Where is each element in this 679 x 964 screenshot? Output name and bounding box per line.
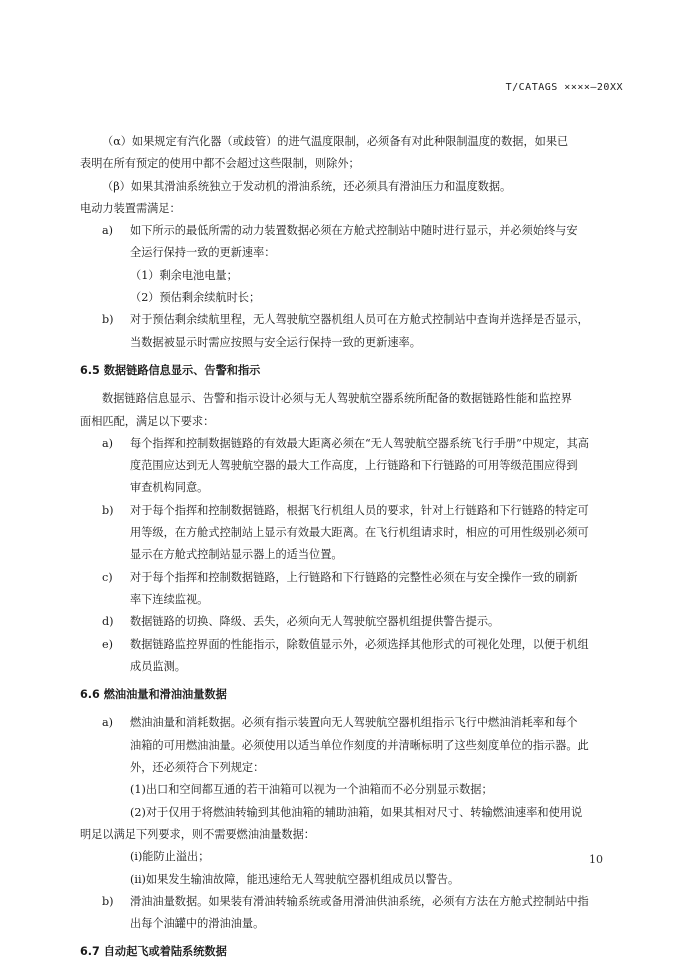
sub-item: (2)对于仅用于将燃油转输到其他油箱的辅助油箱，如果其相对尺寸、转输燃油速率和使用说 — [130, 805, 583, 819]
list-text: 用等级，在方舱式控制站上显示有效最大距离。在飞行机组请求时，相应的可用性级别必须可 — [130, 526, 589, 540]
paragraph: 数据链路信息显示、告警和指示设计必须与无人驾驶航空器系统所配备的数据链路性能和监控界 — [102, 392, 572, 406]
list-marker: b) — [102, 313, 114, 327]
page-body — [80, 131, 616, 964]
list-text: 成员监测。 — [130, 659, 186, 673]
list-marker: d) — [102, 615, 114, 629]
section-heading-6-6: 6.6 燃油油量和滑油油量数据 — [80, 688, 227, 702]
list-item — [80, 712, 616, 779]
list-item — [80, 567, 616, 612]
sub-item: (ii)如果发生输油故障，能迅速给无人驾驶航空器机组成员以警告。 — [130, 872, 460, 886]
paragraph: 电动力装置需满足： — [80, 201, 181, 215]
list-item — [80, 891, 616, 936]
paragraph: （α）如果规定有汽化器（或歧管）的进气温度限制，必须备有对此种限制温度的数据，如果已 — [102, 135, 569, 148]
sub-item: (i)能防止溢出； — [130, 850, 210, 864]
list-text: 审查机构同意。 — [130, 481, 209, 495]
list-text: 数据链路监控界面的性能指示，除数值显示外，必须选择其他形式的可视化处理，以便于机组 — [130, 637, 589, 651]
list-text: 全运行保持一致的更新速率： — [130, 246, 276, 260]
page-number: 10 — [589, 853, 603, 866]
list-text: 率下连续监视。 — [130, 592, 209, 606]
paragraph: 面相匹配，满足以下要求： — [80, 414, 215, 428]
list-item — [80, 220, 616, 265]
list-text: 滑油油量数据。如果装有滑油转输系统或备用滑油供油系统，必须有方法在方舱式控制站中指 — [130, 894, 589, 908]
list-item — [80, 634, 616, 679]
list-item — [80, 500, 616, 567]
list-text: 显示在方舱式控制站显示器上的适当位置。 — [130, 548, 343, 562]
list-marker: b) — [102, 503, 114, 517]
sub-item: 明足以满足下列要求，则不需要燃油油量数据： — [80, 827, 315, 841]
list-text: 油箱的可用燃油油量。必须使用以适当单位作刻度的并清晰标明了这些刻度单位的指示器。此 — [130, 738, 589, 752]
section-heading-6-5: 6.5 数据链路信息显示、告警和指示 — [80, 363, 261, 377]
paragraph: （β）如果其滑油系统独立于发动机的滑油系统，还必须具有滑油压力和温度数据。 — [102, 179, 512, 193]
sub-item: (1)出口和空间都互通的若干油箱可以视为一个油箱而不必分别显示数据； — [130, 783, 493, 797]
document-code-header: T/CATAGS ××××—20XX — [505, 82, 623, 93]
list-text: 出每个油罐中的滑油油量。 — [130, 917, 265, 931]
sub-item: （2）预估剩余续航时长； — [130, 291, 261, 305]
list-text: 对于每个指挥和控制数据链路，上行链路和下行链路的完整性必须在与安全操作一致的刷新 — [130, 570, 578, 584]
list-item — [80, 309, 616, 354]
list-text: 如下所示的最低所需的动力装置数据必须在方舱式控制站中随时进行显示，并必须始终与安 — [130, 224, 578, 238]
list-text: 度范围应达到无人驾驶航空器的最大工作高度，上行链路和下行链路的可用等级范围应得到 — [130, 459, 578, 473]
list-text: 对于预估剩余续航里程，无人驾驶航空器机组人员可在方舱式控制站中查询并选择是否显示， — [130, 313, 589, 327]
paragraph: 表明在所有预定的使用中都不会超过这些限制，则除外； — [80, 157, 360, 171]
list-text: 燃油油量和消耗数据。必须有指示装置向无人驾驶航空器机组指示飞行中燃油消耗率和每个 — [130, 716, 578, 730]
list-text: 每个指挥和控制数据链路的有效最大距离必须在“无人驾驶航空器系统飞行手册”中规定，其高 — [130, 436, 589, 450]
list-text: 对于每个指挥和控制数据链路，根据飞行机组人员的要求，针对上行链路和下行链路的特定可 — [130, 503, 589, 517]
list-marker: a) — [102, 716, 114, 730]
list-marker: c) — [102, 570, 113, 584]
list-item — [80, 433, 616, 500]
list-text: 当数据被显示时需应按照与安全运行保持一致的更新速率。 — [130, 335, 421, 349]
section-heading-6-7: 6.7 自动起飞或着陆系统数据 — [80, 945, 227, 959]
list-item — [80, 611, 616, 633]
list-text: 数据链路的切换、降级、丢失，必须向无人驾驶航空器机组提供警告提示。 — [130, 615, 500, 629]
list-marker: a) — [102, 224, 114, 238]
list-marker: a) — [102, 436, 114, 450]
sub-item: （1）剩余电池电量； — [130, 268, 238, 282]
list-marker: e) — [102, 637, 113, 651]
list-text: 外，还必须符合下列规定： — [130, 761, 265, 775]
list-marker: b) — [102, 894, 114, 908]
